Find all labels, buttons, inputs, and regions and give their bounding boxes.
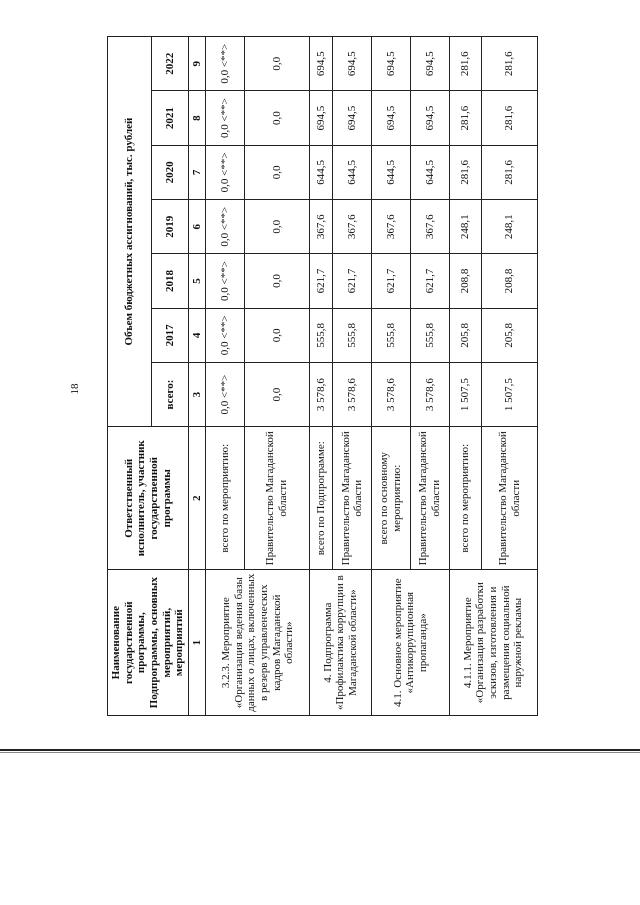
year-value-cell: 694,5 (372, 91, 411, 145)
year-value-cell: 281,6 (482, 37, 538, 91)
header-name: Наименование государственной программы, Подпрограммы, основных мероприятий, мероприятий (108, 570, 189, 716)
year-value-cell: 694,5 (372, 37, 411, 91)
table-row (206, 37, 244, 716)
column-number: 4 (188, 308, 206, 362)
year-value-cell: 0,0 (244, 200, 310, 254)
year-value-cell: 694,5 (333, 37, 372, 91)
table-row (450, 37, 482, 716)
header-executor: Ответственный исполнитель, участник государственной программы (108, 427, 189, 570)
year-value-cell: 555,8 (333, 308, 372, 362)
budget-table (107, 36, 538, 716)
year-value-cell: 281,6 (482, 91, 538, 145)
total-value-cell: 3 578,6 (333, 362, 372, 426)
year-value-cell: 281,6 (450, 37, 482, 91)
total-value-cell: 3 578,6 (372, 362, 411, 426)
executor-cell: Правительство Магаданской области (482, 427, 538, 570)
year-value-cell: 205,8 (450, 308, 482, 362)
total-value-cell: 3 578,6 (411, 362, 450, 426)
year-value-cell: 644,5 (333, 145, 372, 199)
header-year: 2019 (151, 200, 188, 254)
year-value-cell: 621,7 (333, 254, 372, 308)
year-value-cell: 0,0 <**> (206, 200, 244, 254)
column-number: 7 (188, 145, 206, 199)
executor-cell: всего по мероприятию: (206, 427, 244, 570)
column-number: 6 (188, 200, 206, 254)
header-year: 2020 (151, 145, 188, 199)
header-year: 2021 (151, 91, 188, 145)
year-value-cell: 208,8 (482, 254, 538, 308)
year-value-cell: 0,0 (244, 145, 310, 199)
total-value-cell: 3 578,6 (310, 362, 333, 426)
year-value-cell: 644,5 (372, 145, 411, 199)
column-number: 1 (188, 570, 206, 716)
page-bottom-rule (0, 749, 640, 751)
year-value-cell: 367,6 (310, 200, 333, 254)
program-name-cell: 4.1. Основное мероприятие «Антикоррупционная пропаганда» (372, 570, 450, 716)
year-value-cell: 0,0 <**> (206, 308, 244, 362)
header-budget-group: Объем бюджетных ассигнований, тыс. рублей (108, 37, 152, 427)
year-value-cell: 621,7 (411, 254, 450, 308)
executor-cell: Правительство Магаданской области (244, 427, 310, 570)
year-value-cell: 0,0 <**> (206, 254, 244, 308)
year-value-cell: 281,6 (450, 145, 482, 199)
year-value-cell: 367,6 (411, 200, 450, 254)
year-value-cell: 555,8 (310, 308, 333, 362)
year-value-cell: 644,5 (310, 145, 333, 199)
year-value-cell: 0,0 (244, 254, 310, 308)
rotated-table-wrapper (107, 36, 527, 716)
year-value-cell: 0,0 (244, 91, 310, 145)
year-value-cell: 644,5 (411, 145, 450, 199)
year-value-cell: 0,0 <**> (206, 145, 244, 199)
column-number: 5 (188, 254, 206, 308)
executor-cell: Правительство Магаданской области (333, 427, 372, 570)
table-row (372, 37, 411, 716)
year-value-cell: 248,1 (482, 200, 538, 254)
executor-cell: Правительство Магаданской области (411, 427, 450, 570)
table-row (310, 37, 333, 716)
page-number: 18 (69, 383, 81, 395)
year-value-cell: 367,6 (372, 200, 411, 254)
executor-cell: всего по мероприятию: (450, 427, 482, 570)
total-value-cell: 1 507,5 (482, 362, 538, 426)
year-value-cell: 205,8 (482, 308, 538, 362)
year-value-cell: 0,0 (244, 308, 310, 362)
year-value-cell: 367,6 (333, 200, 372, 254)
year-value-cell: 208,8 (450, 254, 482, 308)
year-value-cell: 281,6 (450, 91, 482, 145)
year-value-cell: 694,5 (411, 37, 450, 91)
year-value-cell: 694,5 (411, 91, 450, 145)
program-name-cell: 4. Подпрограмма «Профилактика коррупции в Магаданской области» (310, 570, 372, 716)
page-bottom-rule-thin (0, 752, 640, 753)
year-value-cell: 694,5 (310, 91, 333, 145)
program-name-cell: 4.1.1. Мероприятие «Организация разработки эскизов, изготовления и размещения социальной наружной рекламы (450, 570, 538, 716)
total-value-cell: 1 507,5 (450, 362, 482, 426)
header-year: 2017 (151, 308, 188, 362)
column-number: 3 (188, 362, 206, 426)
year-value-cell: 555,8 (372, 308, 411, 362)
year-value-cell: 0,0 <**> (206, 37, 244, 91)
header-year: 2018 (151, 254, 188, 308)
column-number: 2 (188, 427, 206, 570)
year-value-cell: 555,8 (411, 308, 450, 362)
total-value-cell: 0,0 <**> (206, 362, 244, 426)
year-value-cell: 0,0 (244, 37, 310, 91)
year-value-cell: 248,1 (450, 200, 482, 254)
year-value-cell: 621,7 (310, 254, 333, 308)
header-year: 2022 (151, 37, 188, 91)
executor-cell: всего по Подпрограмме: (310, 427, 333, 570)
year-value-cell: 694,5 (310, 37, 333, 91)
year-value-cell: 621,7 (372, 254, 411, 308)
program-name-cell: 3.2.3. Мероприятие «Организация ведения базы данных о лицах, включенных в резерв управленческих кадров Магаданской области» (206, 570, 310, 716)
total-value-cell: 0,0 (244, 362, 310, 426)
column-number: 8 (188, 91, 206, 145)
year-value-cell: 281,6 (482, 145, 538, 199)
column-number: 9 (188, 37, 206, 91)
year-value-cell: 0,0 <**> (206, 91, 244, 145)
year-value-cell: 694,5 (333, 91, 372, 145)
executor-cell: всего по основному мероприятию: (372, 427, 411, 570)
header-total: всего: (151, 362, 188, 426)
